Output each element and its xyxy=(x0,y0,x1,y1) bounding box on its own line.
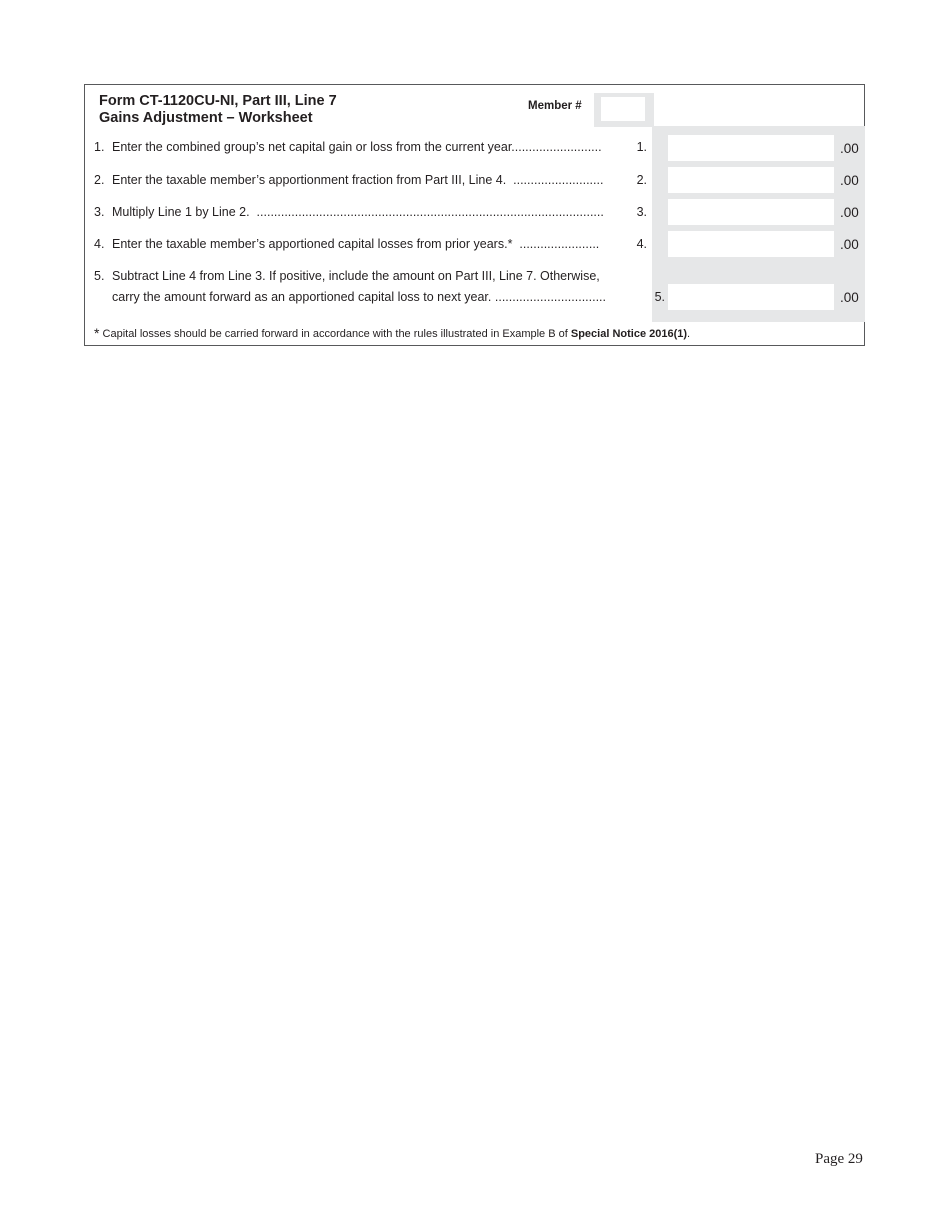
line-text: Enter the taxable member’s apportioned capital losses from prior years.* xyxy=(112,237,513,251)
line-reference: 2. xyxy=(636,173,647,187)
leader-dots: ....................... xyxy=(519,237,600,251)
leader-dots: ................................ xyxy=(494,290,607,304)
line-text-continued: carry the amount forward as an apportioned capital loss to next year. xyxy=(112,290,492,304)
worksheet-line-5-continued xyxy=(94,287,668,308)
worksheet-line-4 xyxy=(94,234,650,255)
leader-dots: .................................................................................................... xyxy=(256,205,604,219)
line-reference: 5. xyxy=(654,290,665,304)
line-reference: 3. xyxy=(636,205,647,219)
line-3-cents: .00 xyxy=(840,205,859,220)
footnote-text: Capital losses should be carried forward in accordance with the rules illustrated in Example B of xyxy=(102,328,568,340)
leader-dots: ......................... xyxy=(514,140,602,154)
gains-adjustment-worksheet xyxy=(84,84,865,346)
line-text: Subtract Line 4 from Line 3. If positive, include the amount on Part III, Line 7. Otherwise, xyxy=(112,269,600,283)
line-number: 1. xyxy=(94,140,105,154)
footnote xyxy=(94,325,690,341)
line-number: 5. xyxy=(94,269,105,283)
page-number: Page 29 xyxy=(815,1151,863,1167)
line-2-amount-field[interactable] xyxy=(668,167,834,193)
line-1-cents: .00 xyxy=(840,141,859,156)
member-number-label: Member # xyxy=(528,100,582,112)
title-line-2: Gains Adjustment – Worksheet xyxy=(99,110,313,126)
line-text: Enter the taxable member’s apportionment fraction from Part III, Line 4. xyxy=(112,173,507,187)
footnote-asterisk: * xyxy=(94,325,100,341)
line-reference: 4. xyxy=(636,237,647,251)
worksheet-line-3 xyxy=(94,202,650,223)
line-text: Enter the combined group’s net capital gain or loss from the current year. xyxy=(112,140,515,154)
line-4-amount-field[interactable] xyxy=(668,231,834,257)
line-4-cents: .00 xyxy=(840,237,859,252)
line-5-cents: .00 xyxy=(840,290,859,305)
worksheet-line-2 xyxy=(94,170,650,191)
line-text: Multiply Line 1 by Line 2. xyxy=(112,205,250,219)
leader-dots: .......................... xyxy=(513,173,604,187)
title-line-1: Form CT-1120CU-NI, Part III, Line 7 xyxy=(99,93,337,109)
footnote-end: . xyxy=(687,328,691,340)
line-reference: 1. xyxy=(636,140,647,154)
member-number-field[interactable] xyxy=(601,97,645,121)
worksheet-title xyxy=(99,93,337,127)
line-1-amount-field[interactable] xyxy=(668,135,834,161)
worksheet-line-5 xyxy=(94,266,650,287)
line-5-amount-field[interactable] xyxy=(668,284,834,310)
line-number: 3. xyxy=(94,205,105,219)
worksheet-line-1 xyxy=(94,137,650,158)
line-2-cents: .00 xyxy=(840,173,859,188)
line-3-amount-field[interactable] xyxy=(668,199,834,225)
line-number: 2. xyxy=(94,173,105,187)
line-number: 4. xyxy=(94,237,105,251)
footnote-reference: Special Notice 2016(1) xyxy=(570,328,688,340)
